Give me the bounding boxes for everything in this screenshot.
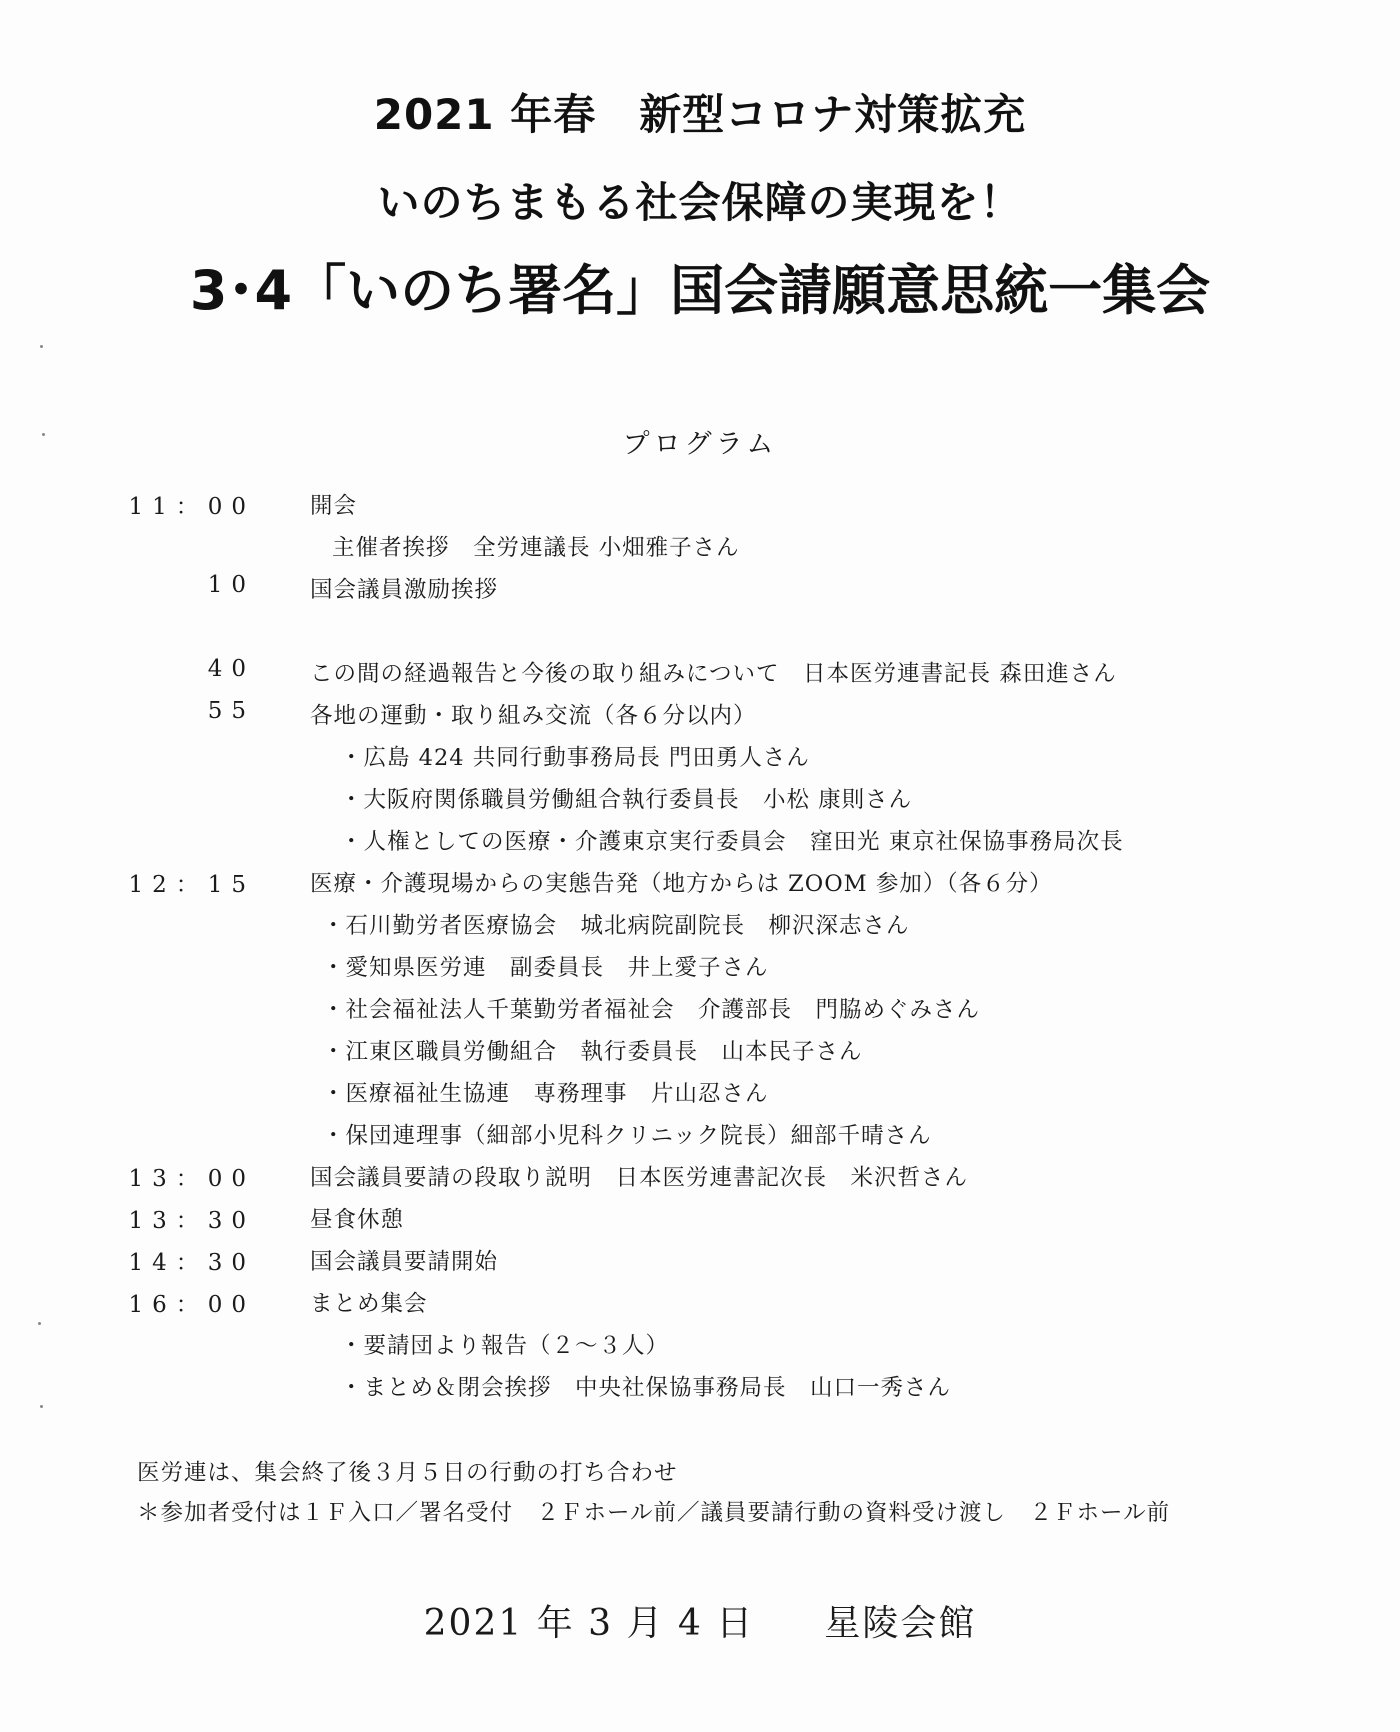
program-row — [0, 656, 1400, 698]
event-date: 2021 年 3 月 4 日 — [423, 1603, 755, 1644]
program-row — [0, 866, 1400, 908]
program-row — [0, 1370, 1400, 1412]
scan-speck — [42, 433, 45, 436]
program-item: ・医療福祉生協連 専務理事 片山忍さん — [322, 1081, 769, 1107]
program-item: ・広島 424 共同行動事務局長 門田勇人さん — [340, 745, 810, 771]
program-item: 各地の運動・取り組み交流（各６分以内） — [310, 703, 757, 729]
program-row — [0, 1328, 1400, 1370]
program-item: 国会議員激励挨拶 — [310, 577, 499, 603]
program-row — [0, 1286, 1400, 1328]
program-row — [0, 1160, 1400, 1202]
program-item: 昼食休憩 — [310, 1207, 405, 1233]
program-row — [0, 782, 1400, 824]
program-row — [0, 992, 1400, 1034]
program-row — [0, 908, 1400, 950]
program-item: ・社会福祉法人千葉勤労者福祉会 介護部長 門脇めぐみさん — [322, 997, 981, 1023]
program-item: まとめ集会 — [310, 1291, 428, 1317]
event-date-venue — [0, 1595, 1400, 1646]
program-item: ・まとめ＆閉会挨拶 中央社保協事務局長 山口一秀さん — [340, 1375, 952, 1401]
program-item: ・大阪府関係職員労働組合執行委員長 小松 康則さん — [340, 787, 913, 813]
program-time: 10 — [207, 572, 255, 598]
event-venue: 星陵会館 — [824, 1603, 977, 1644]
program-time: 14：30 — [128, 1250, 255, 1276]
program-time: 40 — [207, 656, 255, 682]
program-item: ・江東区職員労働組合 執行委員長 山本民子さん — [322, 1039, 863, 1065]
title-line-2: いのちまもる社会保障の実現を！ — [377, 178, 1023, 227]
program-time: 13：30 — [128, 1208, 255, 1234]
scan-speck — [40, 1405, 43, 1408]
program-time: 11：00 — [128, 494, 255, 520]
program-item: ・石川勤労者医療協会 城北病院副院長 柳沢深志さん — [322, 913, 910, 939]
program-row — [0, 1202, 1400, 1244]
program-row — [0, 698, 1400, 740]
program-item: 国会議員要請開始 — [310, 1249, 499, 1275]
program-row — [0, 950, 1400, 992]
program-item: ・要請団より報告（２～３人） — [340, 1333, 670, 1359]
program-row — [0, 488, 1400, 530]
program-time: 13：00 — [128, 1166, 255, 1192]
program-item: 国会議員要請の段取り説明 日本医労連書記次長 米沢哲さん — [310, 1165, 969, 1191]
program-item: 医療・介護現場からの実態告発（地方からは ZOOM 参加）（各６分） — [310, 871, 1053, 897]
title-line-1: 2021 年春 新型コロナ対策拡充 — [373, 90, 1027, 139]
program-item: 主催者挨拶 全労連議長 小畑雅子さん — [332, 535, 740, 561]
program-row — [0, 740, 1400, 782]
program-item: 開会 — [310, 493, 358, 519]
program-time: 12：15 — [128, 872, 255, 898]
program-row — [0, 530, 1400, 572]
program-row — [0, 1034, 1400, 1076]
scan-speck — [38, 1322, 41, 1325]
program-item: ・人権としての医療・介護東京実行委員会 窪田光 東京社保協事務局次長 — [340, 829, 1124, 855]
program-item: ・保団連理事（細部小児科クリニック院長）細部千晴さん — [322, 1123, 932, 1149]
scan-speck — [40, 345, 43, 348]
program-heading: プログラム — [622, 429, 778, 460]
title-line-3: 3･4「いのち署名」国会請願意思統一集会 — [189, 259, 1211, 322]
program-time: 16：00 — [128, 1292, 255, 1318]
program-row — [0, 1244, 1400, 1286]
note-meeting: 医労連は、集会終了後３月５日の行動の打ち合わせ — [137, 1460, 678, 1486]
program-item: この間の経過報告と今後の取り組みについて 日本医労連書記長 森田進さん — [310, 661, 1117, 687]
program-time: 55 — [207, 698, 255, 724]
note-reception: ＊参加者受付は１Ｆ入口／署名受付 ２Ｆホール前／議員要請行動の資料受け渡し ２Ｆホール前 — [137, 1500, 1171, 1526]
program-row — [0, 1076, 1400, 1118]
program-row — [0, 572, 1400, 614]
program-item: ・愛知県医労連 副委員長 井上愛子さん — [322, 955, 769, 981]
program-row — [0, 1118, 1400, 1160]
program-row — [0, 824, 1400, 866]
